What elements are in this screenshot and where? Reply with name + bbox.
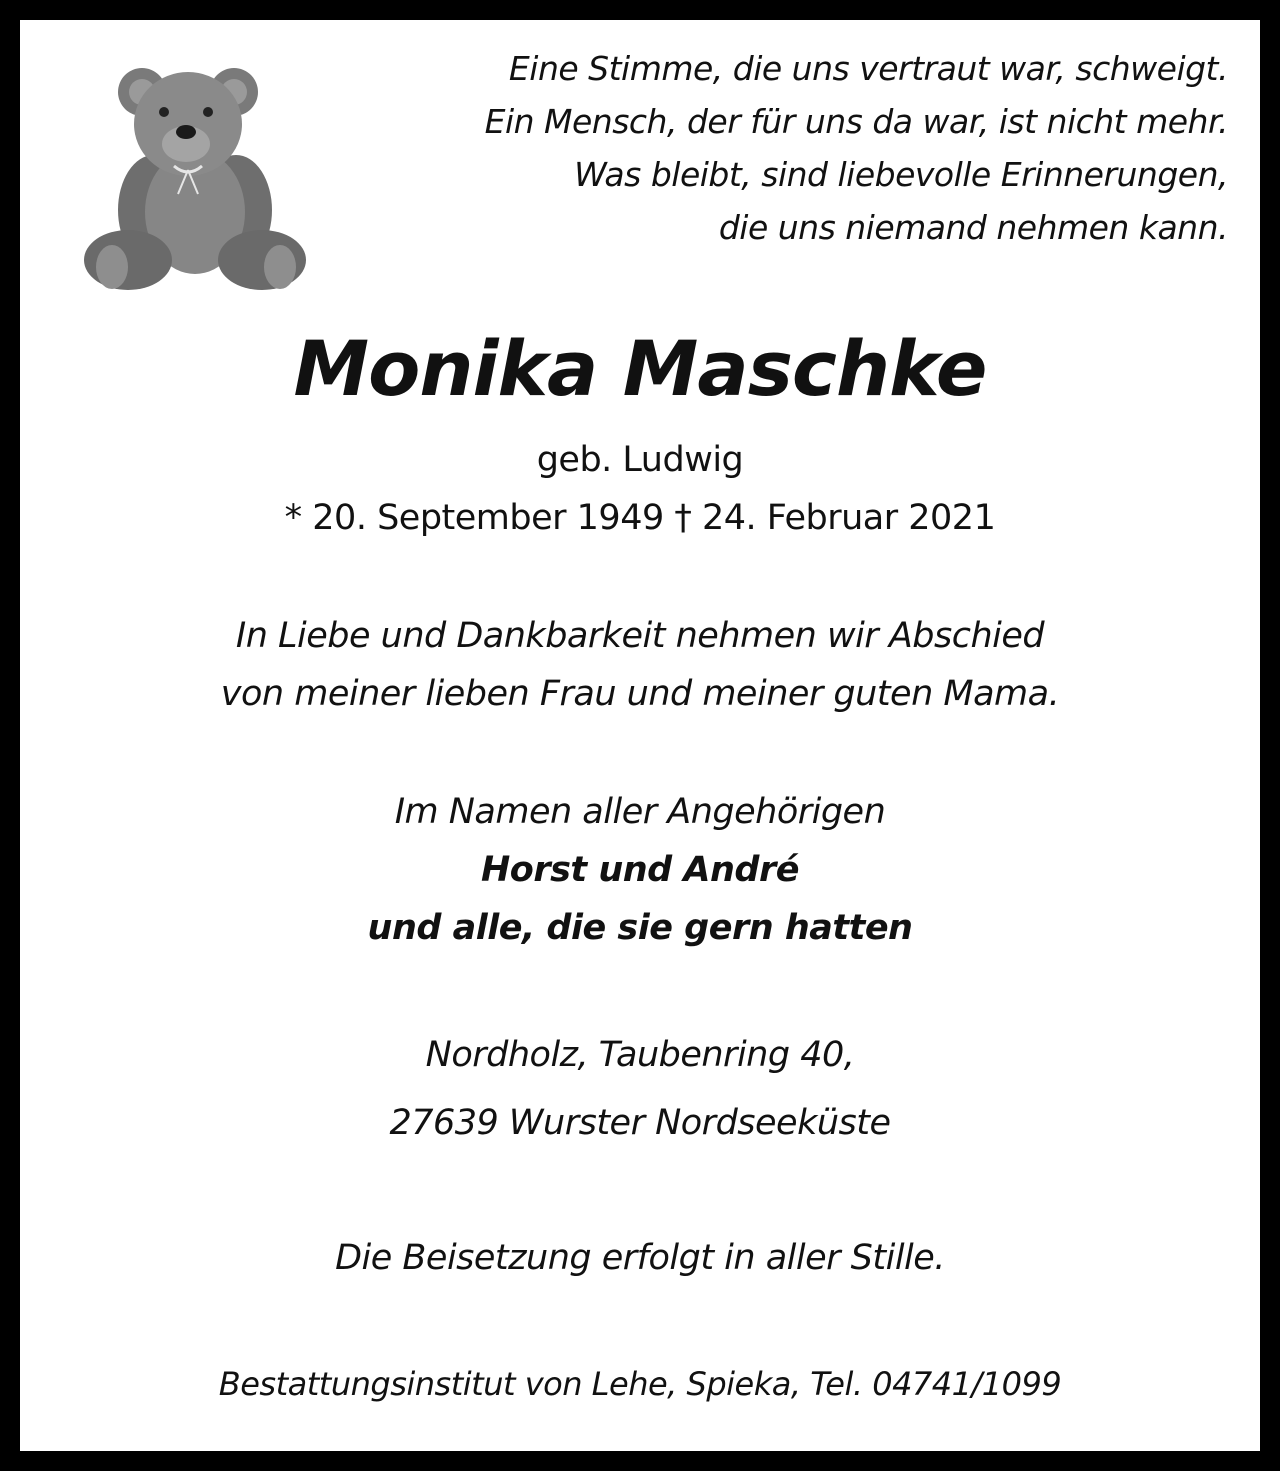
poem (485, 42, 1228, 254)
address-line: Nordholz, Taubenring 40, (425, 1035, 855, 1075)
mourners-intro: Im Namen aller Angehörigen (394, 792, 886, 832)
teddy-bear-icon (82, 62, 308, 298)
funeral-note: Die Beisetzung erfolgt in aller Stille. (335, 1238, 945, 1278)
mourners-others: und alle, die sie gern hatten (367, 908, 913, 948)
mourners-names: Horst und André (481, 850, 799, 890)
poem-line: Was bleibt, sind liebevolle Erinnerungen, (574, 155, 1228, 194)
birth-name: geb. Ludwig (536, 440, 744, 480)
life-dates: * 20. September 1949 † 24. Februar 2021 (284, 498, 996, 538)
poem-line: die uns niemand nehmen kann. (718, 208, 1228, 247)
address-line: 27639 Wurster Nordseeküste (389, 1103, 891, 1143)
farewell-line: von meiner lieben Frau und meiner guten Mama. (220, 674, 1060, 714)
funeral-home-footer: Bestattungsinstitut von Lehe, Spieka, Tel. 04741/1099 (218, 1365, 1062, 1403)
poem-line: Ein Mensch, der für uns da war, ist nicht mehr. (484, 102, 1228, 141)
poem-line: Eine Stimme, die uns vertraut war, schweigt. (508, 49, 1228, 88)
deceased-name: Monika Maschke (293, 324, 987, 413)
farewell-line: In Liebe und Dankbarkeit nehmen wir Abschied (235, 616, 1045, 656)
